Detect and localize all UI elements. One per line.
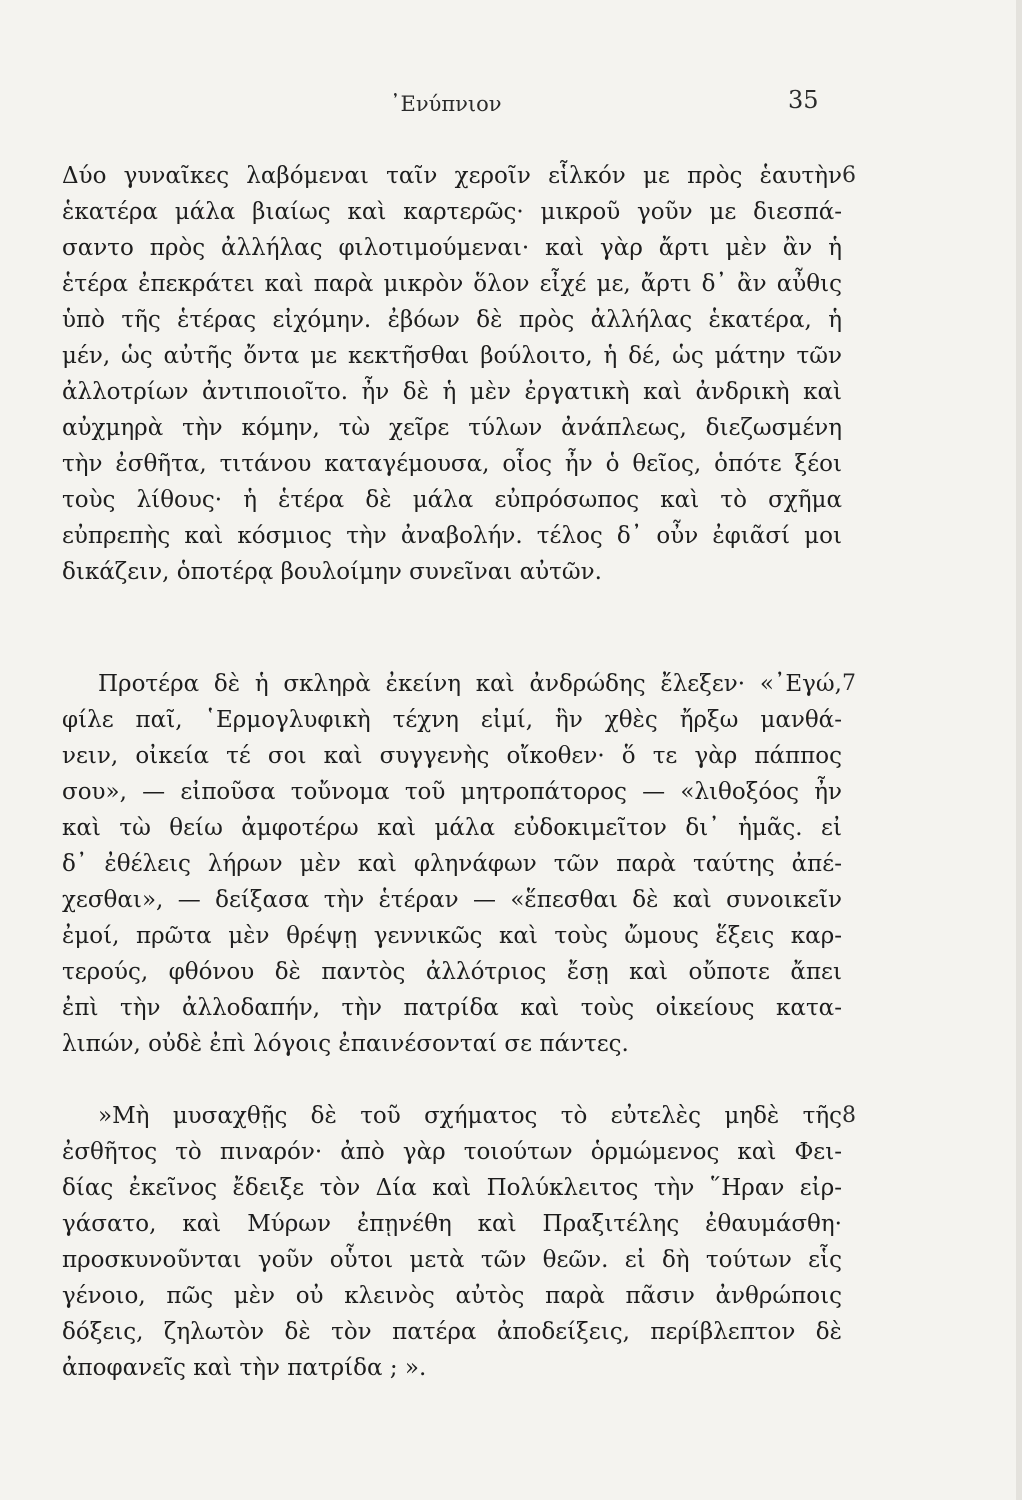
- text-line: μέν, ὡς αὐτῆς ὄντα με κεκτῆσθαι βούλοιτο, ἡ δέ, ὡς μάτην τῶν: [62, 343, 842, 369]
- section-number: 7: [842, 671, 856, 696]
- page-number: 35: [788, 86, 819, 114]
- text-line: φίλε παῖ, ῾Ερμογλυφικὴ τέχνη εἰμί, ἣν χθὲς ἤρξω μανθά-: [62, 707, 842, 733]
- text-line: ἐπὶ τὴν ἀλλοδαπήν, τὴν πατρίδα καὶ τοὺς οἰκείους κατα-: [62, 995, 842, 1021]
- text-line: σου», — εἰποῦσα τοὔνομα τοῦ μητροπάτορος — «λιθοξόος ἦν: [62, 779, 842, 805]
- text-line: ἀποφανεῖς καὶ τὴν πατρίδα ; ».: [62, 1355, 427, 1381]
- text-line: ἐσθῆτος τὸ πιναρόν· ἀπὸ γὰρ τοιούτων ὁρμώμενος καὶ Φει-: [62, 1139, 842, 1165]
- text-line: ἑτέρα ἐπεκράτει καὶ παρὰ μικρὸν ὅλον εἶχέ με, ἄρτι δ᾿ ἂν αὖθις: [62, 271, 842, 297]
- running-title: ᾿Ενύπνιον: [390, 92, 502, 116]
- body-text: [62, 0, 842, 1500]
- text-line: γένοιο, πῶς μὲν οὐ κλεινὸς αὐτὸς παρὰ πᾶσιν ἀνθρώποις: [62, 1283, 842, 1309]
- text-line: Δύο γυναῖκες λαβόμεναι ταῖν χεροῖν εἷλκόν με πρὸς ἑαυτὴν: [62, 163, 842, 189]
- text-line: ἀλλοτρίων ἀντιποιοῖτο. ἦν δὲ ἡ μὲν ἐργατικὴ καὶ ἀνδρικὴ καὶ: [62, 379, 842, 405]
- text-line: δόξεις, ζηλωτὸν δὲ τὸν πατέρα ἀποδείξεις, περίβλεπτον δὲ: [62, 1319, 842, 1345]
- text-line: δίας ἐκεῖνος ἔδειξε τὸν Δία καὶ Πολύκλειτος τὴν ῞Ηραν εἰρ-: [62, 1175, 842, 1201]
- text-line: προσκυνοῦνται γοῦν οὗτοι μετὰ τῶν θεῶν. εἰ δὴ τούτων εἷς: [62, 1247, 842, 1273]
- text-line: τερούς, φθόνου δὲ παντὸς ἀλλότριος ἔσῃ καὶ οὔποτε ἄπει: [62, 959, 842, 985]
- text-line: ἐμοί, πρῶτα μὲν θρέψῃ γεννικῶς καὶ τοὺς ὤμους ἕξεις καρ-: [62, 923, 842, 949]
- text-line: νειν, οἰκεία τέ σοι καὶ συγγενὴς οἴκοθεν· ὅ τε γὰρ πάππος: [62, 743, 842, 769]
- section-number: 6: [842, 163, 856, 188]
- text-line: καὶ τὼ θείω ἀμφοτέρω καὶ μάλα εὐδοκιμεῖτον δι᾿ ἡμᾶς. εἰ: [62, 815, 842, 841]
- text-line: ἑκατέρα μάλα βιαίως καὶ καρτερῶς· μικροῦ γοῦν με διεσπά-: [62, 199, 842, 225]
- text-line: γάσατο, καὶ Μύρων ἐπῃνέθη καὶ Πραξιτέλης ἐθαυμάσθη·: [62, 1211, 842, 1237]
- text-line: τὴν ἐσθῆτα, τιτάνου καταγέμουσα, οἷος ἦν ὁ θεῖος, ὁπότε ξέοι: [62, 451, 842, 477]
- page-edge: [1016, 0, 1022, 1500]
- text-line: χεσθαι», — δείξασα τὴν ἑτέραν — «ἕπεσθαι δὲ καὶ συνοικεῖν: [62, 887, 842, 913]
- text-line: σαντο πρὸς ἀλλήλας φιλοτιμούμεναι· καὶ γὰρ ἄρτι μὲν ἂν ἡ: [62, 235, 842, 261]
- section-number: 8: [842, 1103, 856, 1128]
- text-line: δικάζειν, ὁποτέρᾳ βουλοίμην συνεῖναι αὐτῶν.: [62, 559, 602, 585]
- text-line: αὐχμηρὰ τὴν κόμην, τὼ χεῖρε τύλων ἀνάπλεως, διεζωσμένη: [62, 415, 842, 441]
- text-line: τοὺς λίθους· ἡ ἑτέρα δὲ μάλα εὐπρόσωπος καὶ τὸ σχῆμα: [62, 487, 842, 513]
- text-line: δ᾿ ἐθέλεις λήρων μὲν καὶ φληνάφων τῶν παρὰ ταύτης ἀπέ-: [62, 851, 842, 877]
- text-line: λιπών, οὐδὲ ἐπὶ λόγοις ἐπαινέσονταί σε πάντες.: [62, 1031, 629, 1057]
- text-line: εὐπρεπὴς καὶ κόσμιος τὴν ἀναβολήν. τέλος δ᾿ οὖν ἐφιᾶσί μοι: [62, 523, 842, 549]
- text-line: »Μὴ μυσαχθῇς δὲ τοῦ σχήματος τὸ εὐτελὲς μηδὲ τῆς: [98, 1103, 842, 1129]
- text-line: Προτέρα δὲ ἡ σκληρὰ ἐκείνη καὶ ἀνδρώδης ἔλεξεν· «᾿Εγώ,: [98, 671, 842, 697]
- text-line: ὑπὸ τῆς ἑτέρας εἰχόμην. ἐβόων δὲ πρὸς ἀλλήλας ἑκατέρα, ἡ: [62, 307, 842, 333]
